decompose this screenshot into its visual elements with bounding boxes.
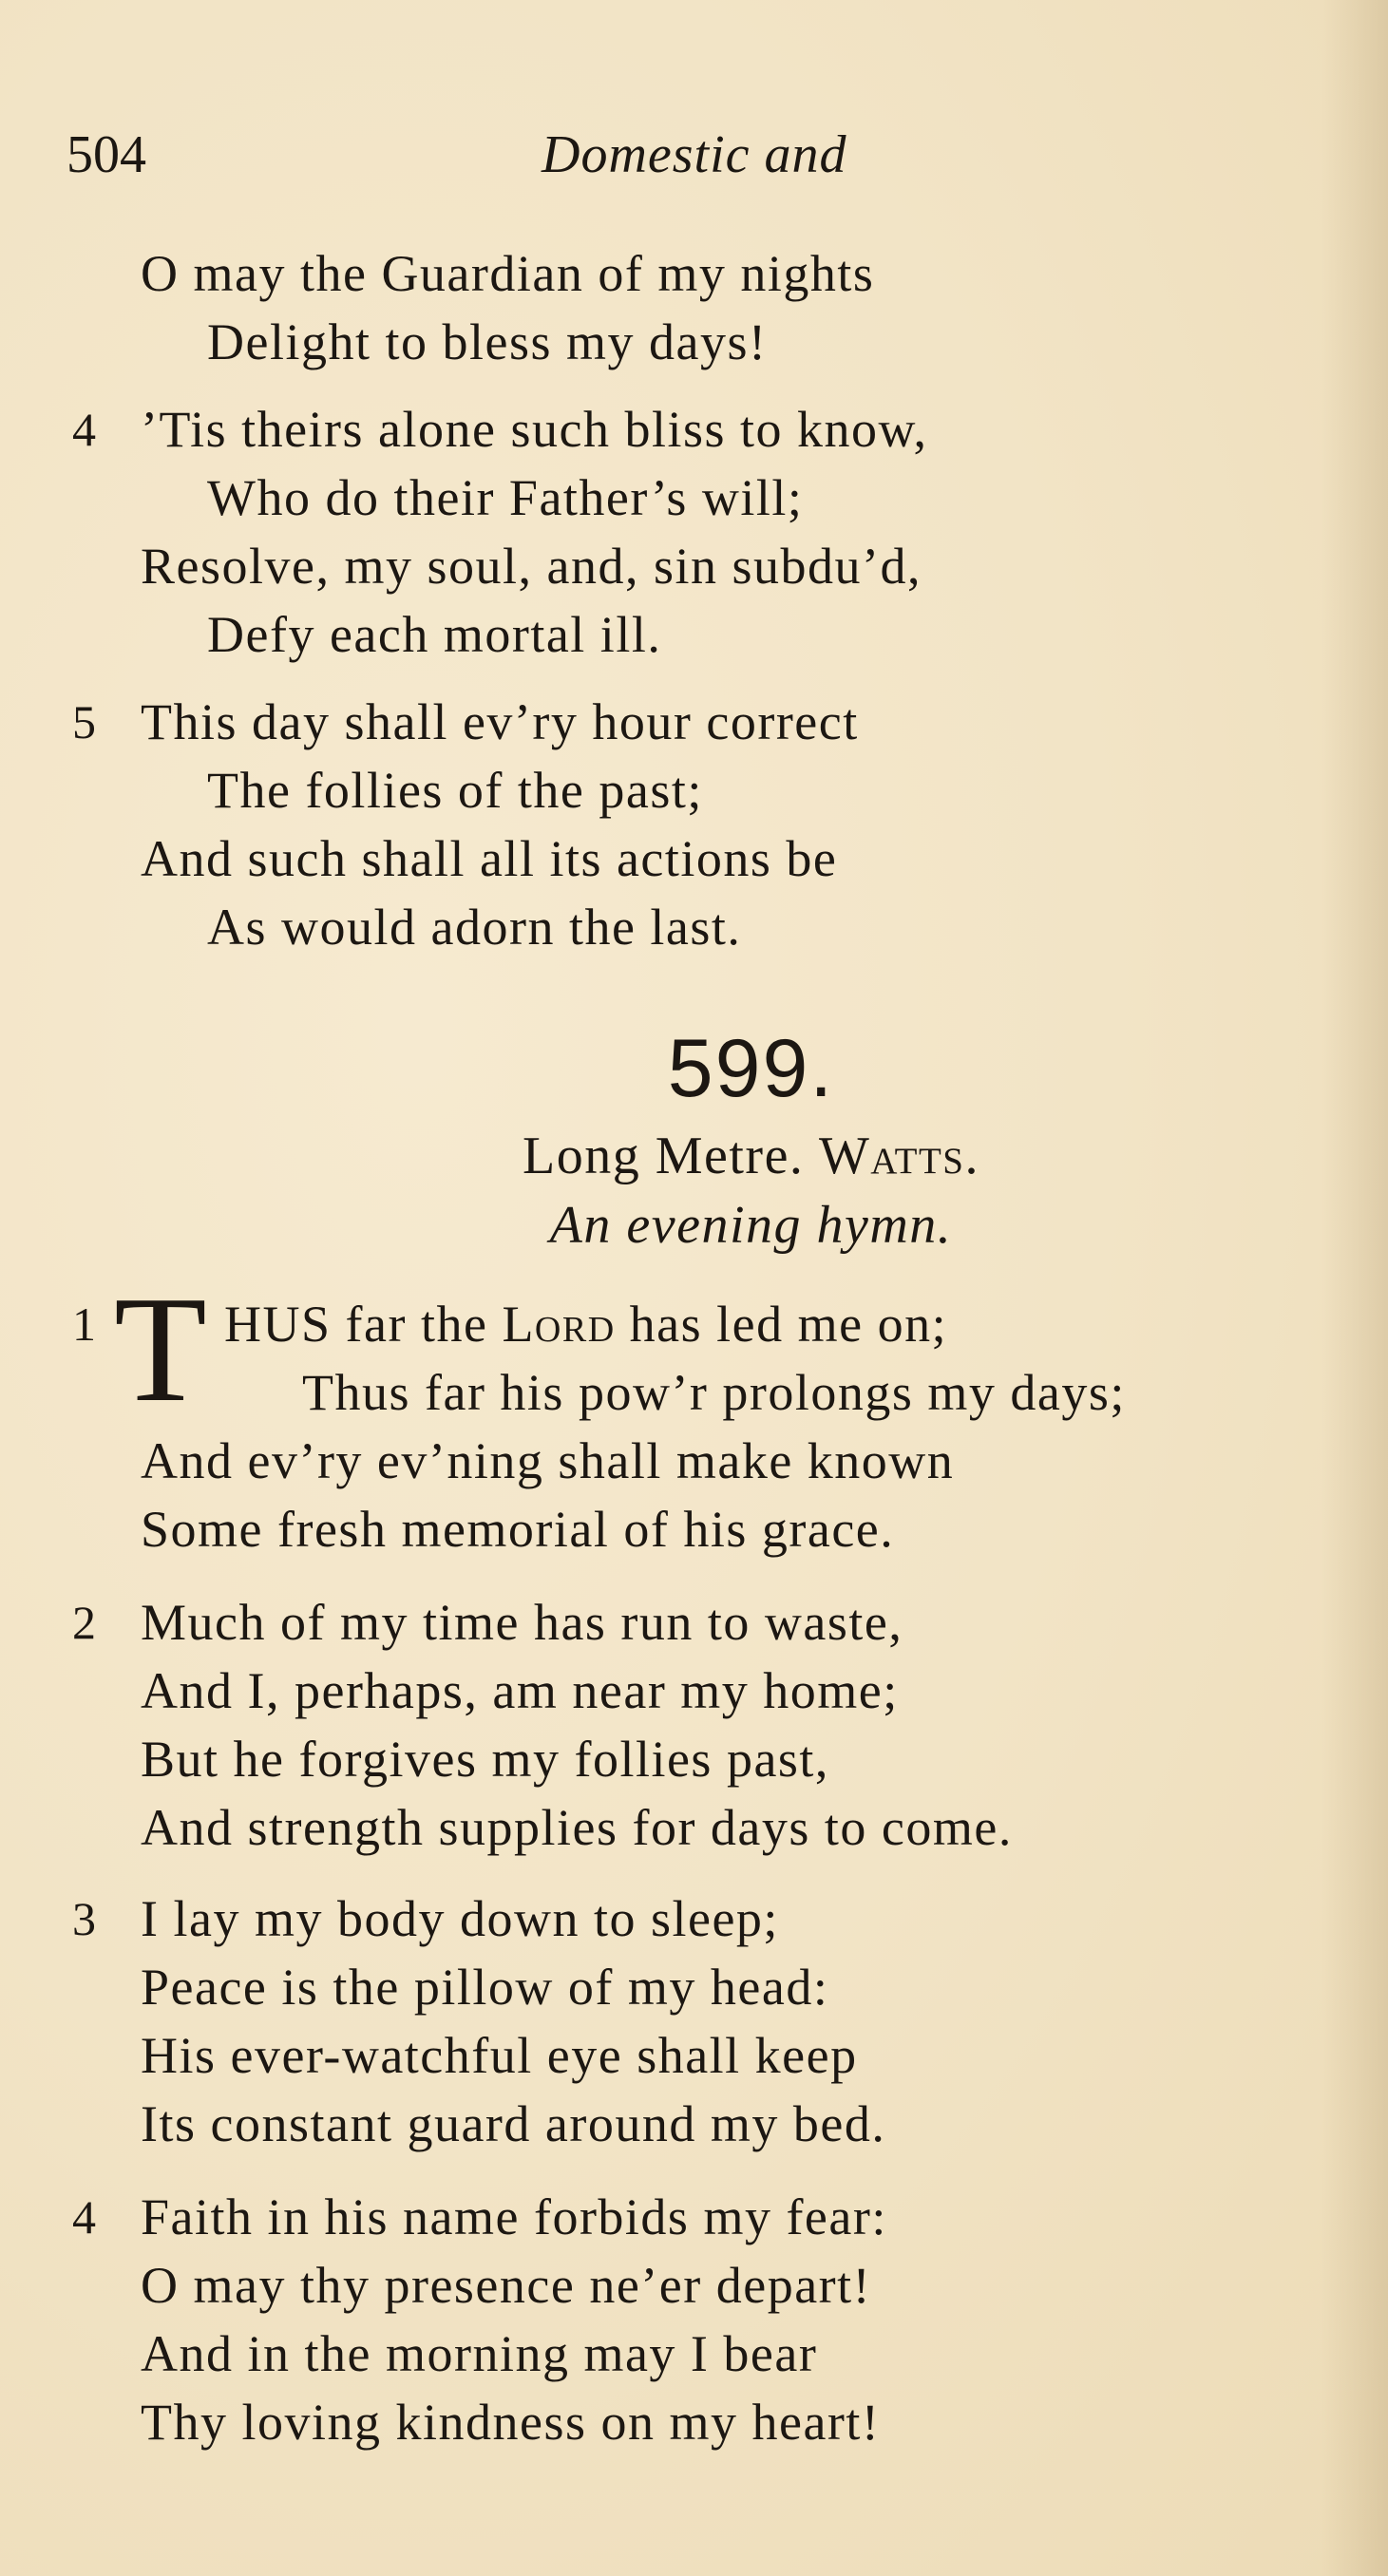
verse-line: And such shall all its actions be (141, 830, 838, 887)
verse-line: O may the Guardian of my nights (141, 245, 875, 302)
stanza-number: 5 (72, 695, 96, 748)
drop-cap: T (114, 1264, 207, 1433)
verse-line: But he forgives my follies past, (141, 1731, 829, 1788)
verse-line: Some fresh memorial of his grace. (141, 1501, 895, 1558)
author: Watts. (818, 1127, 979, 1185)
verse-line: And I, perhaps, am near my home; (141, 1662, 899, 1719)
verse-line: This day shall ev’ry hour correct (141, 693, 859, 750)
verse-line: The follies of the past; (207, 762, 703, 819)
verse-line: Peace is the pillow of my head: (141, 1959, 829, 2016)
verse-line: And ev’ry ev’ning shall make known (141, 1432, 955, 1489)
hymn-subtitle: An evening hymn. (549, 1196, 953, 1255)
verse-line: I lay my body down to sleep; (141, 1890, 779, 1947)
verse-line: And in the morning may I bear (141, 2325, 818, 2382)
verse-line: Thus far his pow’r prolongs my days; (302, 1364, 1126, 1421)
running-head (67, 122, 1302, 188)
verse-line: Who do their Father’s will; (207, 469, 804, 526)
verse-line: Thy loving kindness on my heart! (141, 2394, 881, 2451)
verse-line: Its constant guard around my bed. (141, 2095, 886, 2152)
first-line-end: has led me on; (615, 1296, 948, 1353)
stanza-number: 1 (72, 1297, 96, 1351)
verse-line: His ever-watchful eye shall keep (141, 2027, 858, 2084)
verse-line: And strength supplies for days to come. (141, 1799, 1013, 1856)
meter-line (57, 1121, 1388, 1191)
stanza-number: 4 (72, 403, 96, 456)
verse-line (224, 1290, 947, 1358)
verse-line: As would adorn the last. (207, 899, 742, 956)
stanza-number: 4 (72, 2190, 96, 2244)
meter: Long Metre. (523, 1127, 805, 1185)
stanza-number: 2 (72, 1596, 96, 1649)
lord-word: Lord (502, 1296, 616, 1353)
verse-line: O may thy presence ne’er depart! (141, 2257, 872, 2314)
hymn-number: 599. (667, 1023, 835, 1114)
first-line-start: HUS far the (224, 1296, 503, 1353)
page-number: 504 (67, 125, 146, 184)
verse-line: Much of my time has run to waste, (141, 1594, 903, 1651)
verse-line: ’Tis theirs alone such bliss to know, (141, 401, 928, 458)
running-title: Domestic and (542, 125, 847, 184)
verse-line: Defy each mortal ill. (207, 606, 662, 663)
verse-line: Resolve, my soul, and, sin subdu’d, (141, 538, 922, 595)
verse-line: Faith in his name forbids my fear: (141, 2188, 887, 2245)
verse-line: Delight to bless my days! (207, 313, 768, 370)
stanza-number: 3 (72, 1892, 96, 1945)
